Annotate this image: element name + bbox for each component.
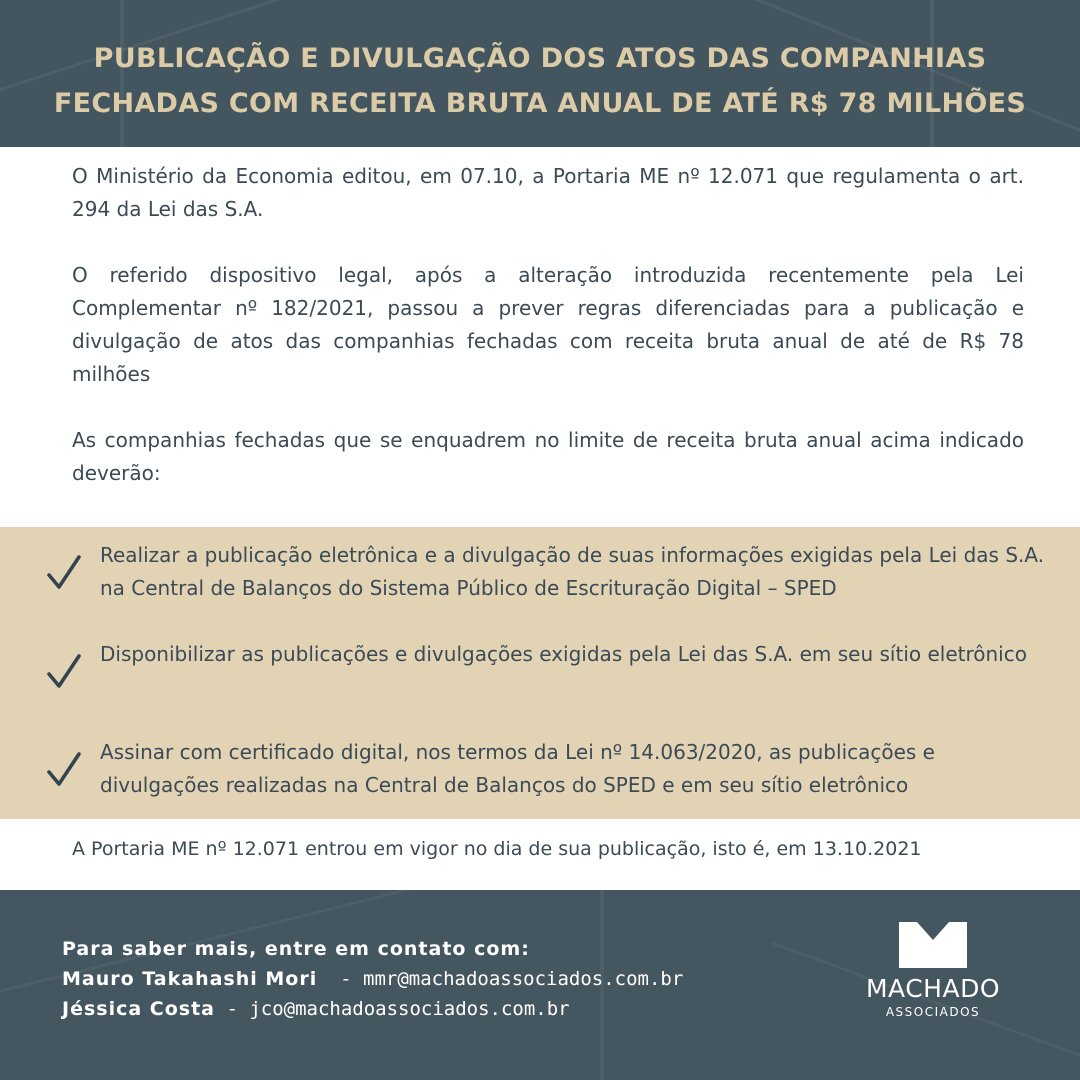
closing-note: A Portaria ME nº 12.071 entrou em vigor no dia de sua publicação, isto é, em 13.10.2021 bbox=[72, 838, 922, 860]
list-item-text: Disponibilizar as publicações e divulgações exigidas pela Lei das S.A. em seu sítio eletrônico bbox=[100, 642, 1027, 666]
checkmark-icon bbox=[46, 750, 82, 790]
logo-m-icon bbox=[899, 922, 967, 968]
contact-name: Mauro Takahashi Mori bbox=[62, 968, 318, 990]
intro-paragraph-3: As companhias fechadas que se enquadrem no limite de receita bruta anual acima indicado deverão: bbox=[72, 428, 1024, 485]
logo-subtitle: ASSOCIADOS bbox=[885, 1005, 981, 1019]
contact-line bbox=[62, 964, 683, 994]
intro-paragraph-2: O referido dispositivo legal, após a alteração introduzida recentemente pela Lei Complementar nº 182/2021, passou a prever regras diferenciadas para a publicação e divulgação de atos das companhias fechadas com receita bruta anual de até de R$ 78 milhões bbox=[72, 263, 1024, 386]
page-title-line-1: PUBLICAÇÃO E DIVULGAÇÃO DOS ATOS DAS COMPANHIAS bbox=[93, 43, 987, 74]
contact-heading: Para saber mais, entre em contato com: bbox=[62, 938, 530, 960]
header-banner bbox=[0, 0, 1080, 147]
contact-name: Jéssica Costa bbox=[62, 998, 215, 1020]
page-title-line-2: FECHADAS COM RECEITA BRUTA ANUAL DE ATÉ R$ 78 MILHÕES bbox=[53, 88, 1027, 119]
intro-paragraph-1: O Ministério da Economia editou, em 07.10, a Portaria ME nº 12.071 que regulamenta o art. 294 da Lei das S.A. bbox=[72, 164, 1024, 221]
logo-name: MACHADO bbox=[865, 974, 1001, 1003]
intro-section bbox=[72, 160, 1024, 490]
contact-email-link[interactable]: mmr@machadoassociados.com.br bbox=[363, 968, 684, 990]
contact-line bbox=[62, 994, 683, 1024]
machado-logo bbox=[848, 922, 1018, 1042]
requirements-list bbox=[0, 527, 1080, 819]
contact-email-link[interactable]: jco@machadoassociados.com.br bbox=[249, 998, 570, 1020]
contact-separator: - bbox=[215, 998, 250, 1020]
footer-banner bbox=[0, 890, 1080, 1080]
page-title bbox=[30, 36, 1050, 126]
contact-block bbox=[62, 934, 683, 1024]
checkmark-icon bbox=[46, 553, 82, 593]
checkmark-icon bbox=[46, 652, 82, 692]
list-item-text: Realizar a publicação eletrônica e a divulgação de suas informações exigidas pela Lei das S.A. na Central de Balanços do Sistema Público de Escrituração Digital – SPED bbox=[100, 543, 1045, 600]
contact-separator: - bbox=[317, 968, 364, 990]
list-item-text: Assinar com certificado digital, nos termos da Lei nº 14.063/2020, as publicações e divulgações realizadas na Central de Balanços do SPED e em seu sítio eletrônico bbox=[100, 740, 935, 797]
